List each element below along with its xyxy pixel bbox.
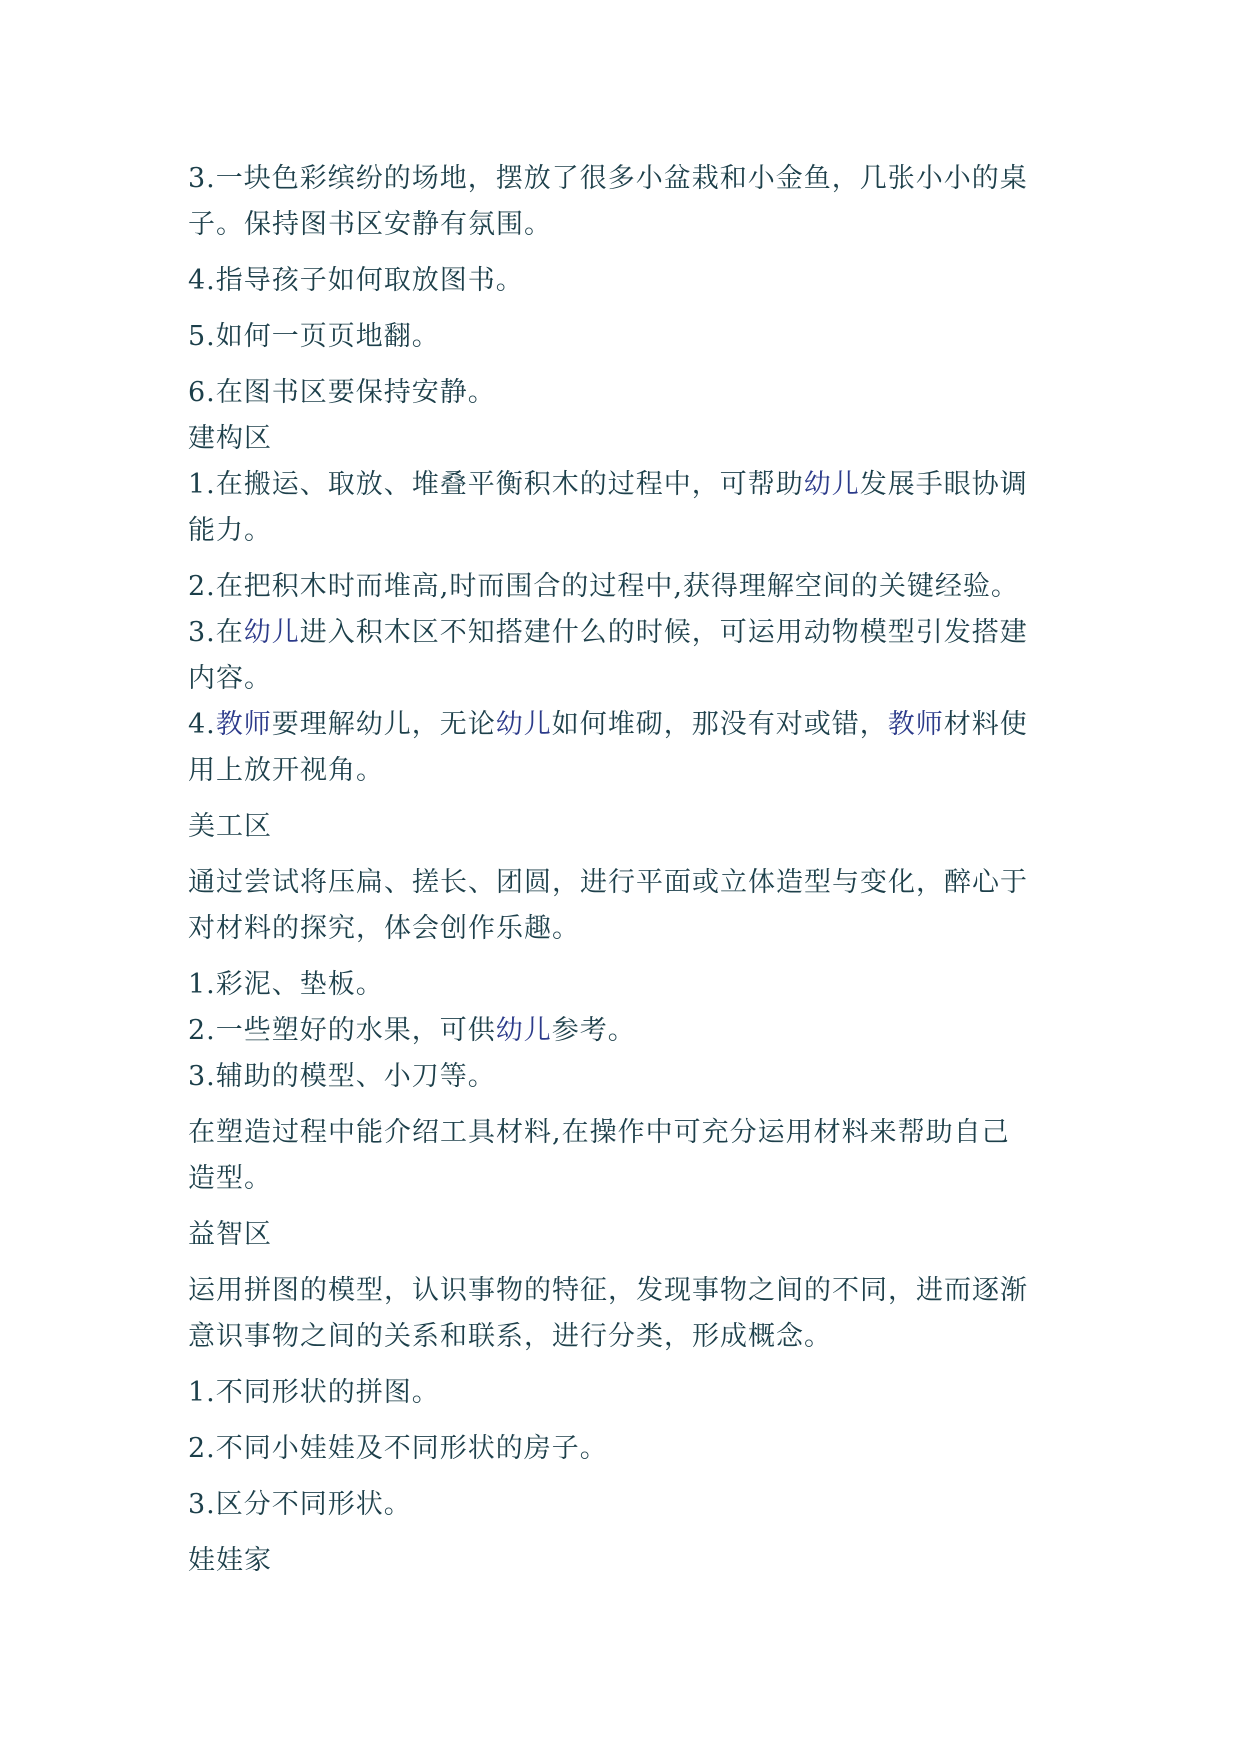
paragraph-line [188, 1538, 1058, 1584]
text-segment: 通过尝试将压扁、搓长、团圆，进行平面或立体造型与变化，醉心于 [188, 867, 1028, 898]
text-segment: 如何堆砌，那没有对或错， [551, 709, 888, 740]
paragraph-line [188, 1156, 1058, 1202]
text-segment: 运用拼图的模型，认识事物的特征，发现事物之间的不同，进而逐渐 [188, 1275, 1028, 1306]
paragraph-line [188, 1426, 1058, 1472]
text-segment: 美工区 [188, 811, 272, 842]
paragraph-line [188, 416, 1058, 462]
text-segment: 娃娃家 [188, 1545, 272, 1576]
text-segment: 造型。 [188, 1163, 272, 1194]
paragraph-line [188, 156, 1058, 202]
paragraph-line [188, 962, 1058, 1008]
keyword-link[interactable]: 教师 [887, 709, 944, 740]
paragraph-line [188, 1054, 1058, 1100]
paragraph-line [188, 258, 1058, 304]
paragraph-line [188, 564, 1058, 610]
paragraph-line [188, 462, 1058, 508]
text-segment: 2.不同小娃娃及不同形状的房子。 [188, 1433, 608, 1464]
text-segment: 2.一些塑好的水果，可供 [188, 1015, 496, 1046]
text-segment: 对材料的探究，体会创作乐趣。 [188, 913, 580, 944]
text-segment: 1.彩泥、垫板。 [188, 969, 384, 1000]
text-segment: 3.一块色彩缤纷的场地，摆放了很多小盆栽和小金鱼，几张小小的桌 [188, 163, 1028, 194]
text-segment: 能力。 [188, 515, 272, 546]
keyword-link[interactable]: 幼儿 [495, 709, 552, 740]
text-segment: 参考。 [551, 1015, 636, 1046]
text-segment: 意识事物之间的关系和联系，进行分类，形成概念。 [188, 1321, 832, 1352]
paragraph-line [188, 804, 1058, 850]
text-segment: 3.辅助的模型、小刀等。 [188, 1061, 496, 1092]
paragraph-line [188, 748, 1058, 794]
text-segment: 在塑造过程中能介绍工具材料,在操作中可充分运用材料来帮助自己 [188, 1117, 1010, 1148]
paragraph-line [188, 860, 1058, 906]
text-segment: 2.在把积木时而堆高,时而围合的过程中,获得理解空间的关键经验。 [188, 571, 1019, 602]
text-segment: 4.指导孩子如何取放图书。 [188, 265, 524, 296]
text-segment: 要理解幼儿，无论 [271, 709, 496, 740]
paragraph-line [188, 906, 1058, 952]
text-segment: 益智区 [188, 1219, 272, 1250]
document-body [188, 156, 1058, 1584]
text-segment: 子。保持图书区安静有氛围。 [188, 209, 552, 240]
keyword-link[interactable]: 幼儿 [243, 617, 300, 648]
paragraph-line [188, 1212, 1058, 1258]
text-segment: 6.在图书区要保持安静。 [188, 377, 496, 408]
paragraph-line [188, 1482, 1058, 1528]
text-segment: 3.区分不同形状。 [188, 1489, 412, 1520]
text-segment: 1.在搬运、取放、堆叠平衡积木的过程中，可帮助 [188, 469, 804, 500]
text-segment: 发展手眼协调 [859, 469, 1028, 500]
paragraph-line [188, 1008, 1058, 1054]
paragraph-line [188, 1370, 1058, 1416]
keyword-link[interactable]: 幼儿 [495, 1015, 552, 1046]
text-segment: 材料使 [943, 709, 1028, 740]
paragraph-line [188, 1314, 1058, 1360]
text-segment: 5.如何一页页地翻。 [188, 321, 440, 352]
paragraph-line [188, 656, 1058, 702]
text-segment: 进入积木区不知搭建什么的时候，可运用动物模型引发搭建 [299, 617, 1028, 648]
paragraph-line [188, 370, 1058, 416]
paragraph-line [188, 702, 1058, 748]
paragraph-line [188, 1268, 1058, 1314]
paragraph-line [188, 1110, 1058, 1156]
text-segment: 内容。 [188, 663, 272, 694]
paragraph-line [188, 610, 1058, 656]
text-segment: 3.在 [188, 617, 244, 648]
paragraph-line [188, 314, 1058, 360]
text-segment: 建构区 [188, 423, 272, 454]
keyword-link[interactable]: 幼儿 [803, 469, 860, 500]
text-segment: 1.不同形状的拼图。 [188, 1377, 440, 1408]
keyword-link[interactable]: 教师 [215, 709, 272, 740]
paragraph-line [188, 202, 1058, 248]
text-segment: 用上放开视角。 [188, 755, 384, 786]
text-segment: 4. [188, 709, 216, 740]
paragraph-line [188, 508, 1058, 554]
